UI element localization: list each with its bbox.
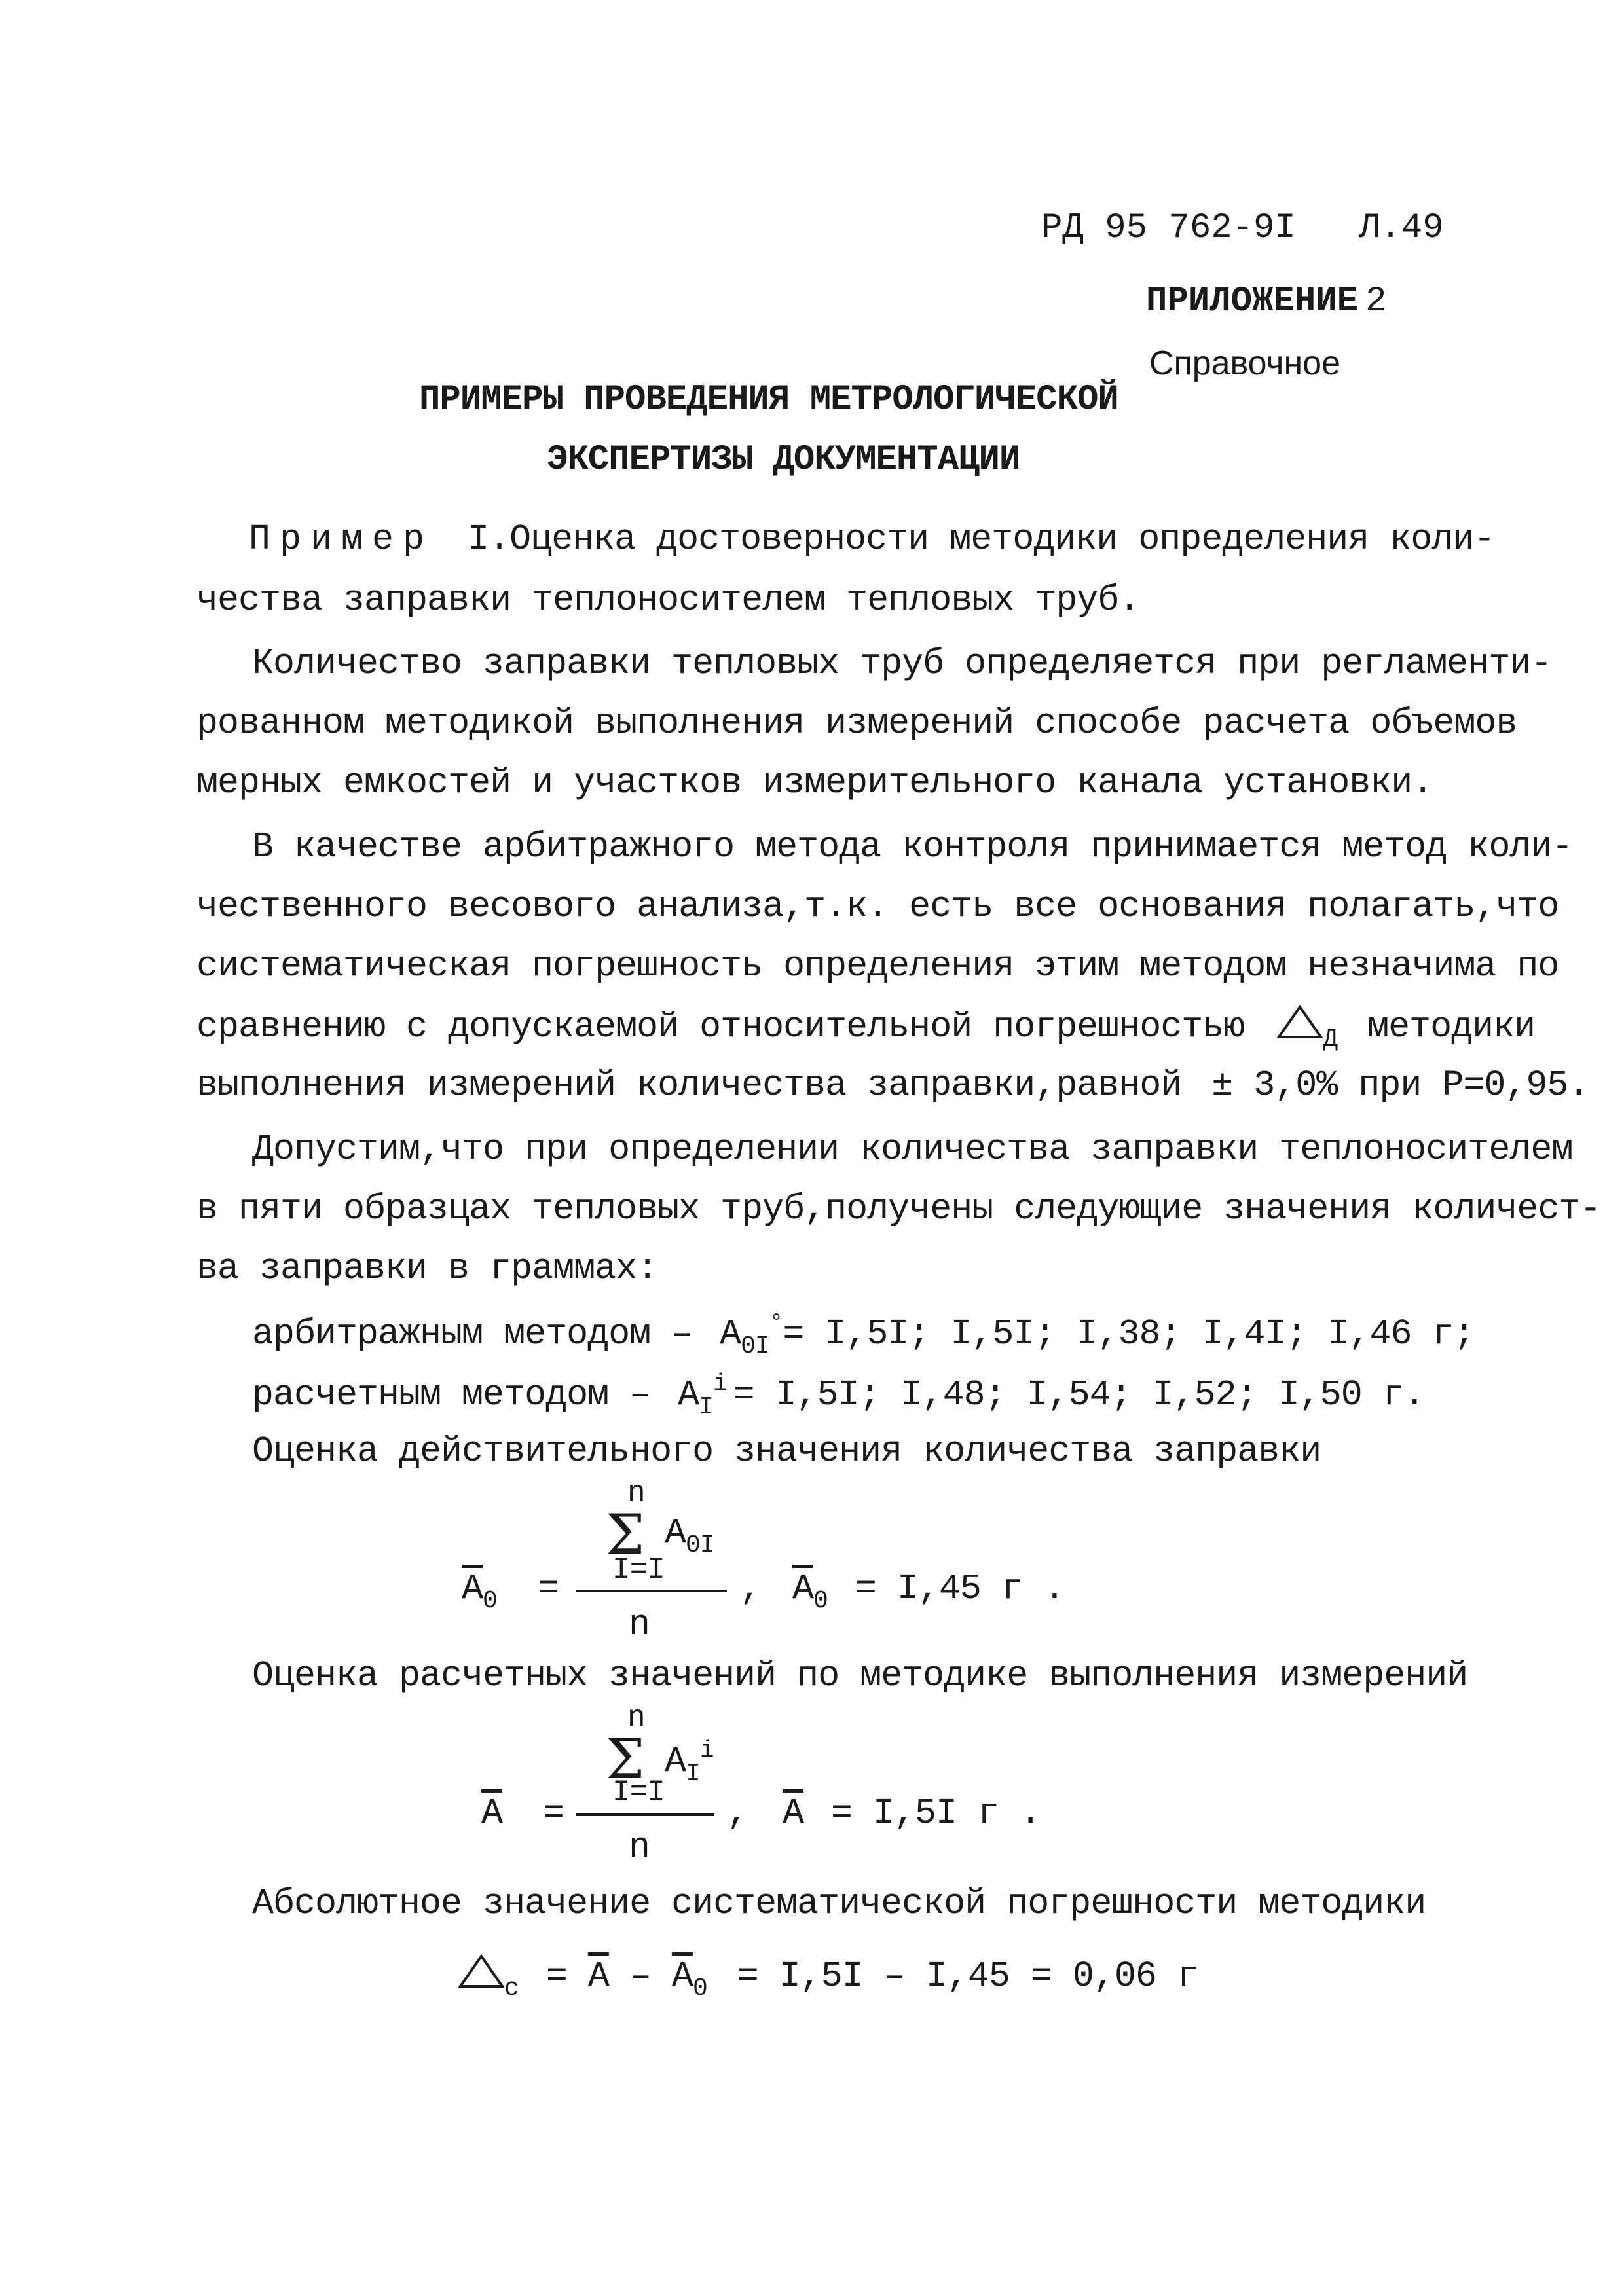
formula-1-lhs [462,1568,559,1615]
p2-line-4 [196,1005,1535,1053]
appendix-number: 2 [1365,282,1387,321]
arbitrage-values: = I,5I; I,5I; I,38; I,4I; I,46 г; [783,1313,1475,1355]
example-number: I. [468,519,510,560]
formula-2-fraction-line [576,1813,714,1816]
example-heading-text: Оценка достоверности методики определения коли- [509,519,1495,560]
formula-2-comma: , [727,1793,748,1834]
p1-line-3: мерных емкостей и участков измерительного канала установки. [196,762,1433,803]
title-line-2: ЭКСПЕРТИЗЫ ДОКУМЕНТАЦИИ [547,440,1020,480]
formula-2-intro: Оценка расчетных значений по методике выполнения измерений [252,1655,1468,1696]
formula-2-lhs [481,1793,564,1834]
calculated-values: = I,5I; I,48; I,54; I,52; I,50 г. [733,1374,1425,1415]
formula-1-denominator: n [629,1604,650,1645]
formula-1-sum-lower: I=I [612,1553,665,1587]
formula-2-sum-term [665,1737,713,1788]
formula-1-lhs-symbol: $\overline{A}$ [462,1568,483,1609]
p3-line-2: в пяти образцах тепловых труб,получены следующие значения количест- [196,1188,1601,1230]
p2-line-4-text: сравнению с допускаемой относительной погрешностью [196,1006,1245,1048]
formula-3-equals: = [545,1956,567,1997]
formula-2-sum-symbol: A [665,1741,686,1782]
delta-icon [458,1954,504,1988]
appendix-label: ПРИЛОЖЕНИЕ [1146,282,1359,321]
p1-line-1: Количество заправки тепловых труб определяется при регламенти- [252,643,1552,684]
p2-line-2: чественного весового анализа,т.к. есть все основания полагать,что [196,886,1559,927]
p2-line-5-text: выполнения измерений количества заправки,равной [196,1065,1182,1106]
doc-code: РД 95 762-9I [1041,208,1296,248]
calculated-subscript: I [699,1393,713,1421]
formula-2-result-symbol: $\overline{A}$ [783,1793,804,1834]
page-label: Л.49 [1359,208,1444,248]
formula-1-equals: = [537,1568,559,1609]
example-heading [249,519,1494,560]
delta-icon [1277,1005,1323,1039]
formula-1-lhs-subscript: 0 [483,1587,497,1615]
arbitrage-label: арбитражным методом – [252,1313,693,1355]
p2-line-4-end: методики [1367,1006,1536,1048]
formula-2-sum-subscript: I [686,1760,700,1788]
formula-1-sum-subscript: 0I [686,1531,714,1559]
formula-3-delta-subscript: c [504,1975,519,2003]
formula-2-sum-superscript: i [699,1737,714,1764]
formula-2-result [783,1793,1041,1834]
formula-1-comma: , [740,1568,762,1609]
formula-1-fraction-line [576,1590,727,1592]
formula-3-a0-symbol: $\overline{A}$ [671,1956,693,1997]
calculated-label: расчетным методом – [252,1374,651,1415]
formula-3-a-symbol: $\overline{A}$ [587,1956,609,1997]
formula-1-sum-term [665,1512,714,1559]
formula-1-intro: Оценка действительного значения количества заправки [252,1430,1321,1472]
formula-1-result-symbol: $\overline{A}$ [792,1568,814,1609]
formula-1-result-value: = I,45 г . [855,1568,1065,1609]
tolerance-value: ± 3,0% при P=0,95. [1211,1065,1589,1106]
delta-subscript: Д [1323,1025,1338,1053]
arbitrage-symbol: A [720,1313,741,1355]
example-heading-line-2: чества заправки теплоносителем тепловых труб. [196,579,1140,621]
example-label: Пример [249,519,434,560]
formula-2-denominator: n [629,1827,650,1868]
formula-3 [458,1954,1198,2003]
formula-1-result [792,1568,1065,1615]
calculated-superscript: i [712,1370,727,1397]
p1-line-2: рованном методикой выполнения измерений способе расчета объемов [196,702,1517,744]
formula-1-sum-upper: n [627,1476,645,1510]
formula-1-result-subscript: 0 [813,1587,828,1615]
formula-2-sum-lower: I=I [612,1776,665,1810]
formula-3-rest: = I,5I – I,45 = 0,06 г [737,1956,1198,1997]
formula-2-sum-upper: n [627,1701,645,1735]
formula-3-intro: Абсолютное значение систематической погрешности методики [252,1883,1426,1924]
formula-2-result-value: = I,5I г . [831,1793,1041,1834]
formula-3-minus: – [629,1956,651,1997]
calculated-symbol: A [678,1374,699,1415]
calculated-values-line [252,1370,1425,1421]
p3-line-3: ва заправки в граммах: [196,1248,658,1289]
arbitrage-subscript: 0I [741,1332,769,1360]
arbitrage-values-line [252,1309,1475,1360]
formula-2-lhs-symbol: $\overline{A}$ [481,1793,503,1834]
p3-line-1: Допустим,что при определении количества заправки теплоносителем [252,1129,1573,1170]
title-line-1: ПРИМЕРЫ ПРОВЕДЕНИЯ МЕТРОЛОГИЧЕСКОЙ [419,380,1118,420]
formula-2-equals: = [543,1793,564,1834]
p2-line-1: В качестве арбитражного метода контроля принимается метод коли- [252,826,1573,867]
formula-1-sum-symbol: A [665,1512,686,1554]
formula-1-sum-sign: Σ [606,1503,645,1567]
p2-line-5 [196,1065,1589,1106]
appendix-type: Справочное [1149,344,1341,382]
arbitrage-superscript: ° [769,1309,783,1336]
p2-line-3: систематическая погрешность определения этим методом незначима по [196,945,1559,987]
formula-2-sum-sign: Σ [606,1727,645,1791]
formula-3-a0-subscript: 0 [692,1975,707,2003]
